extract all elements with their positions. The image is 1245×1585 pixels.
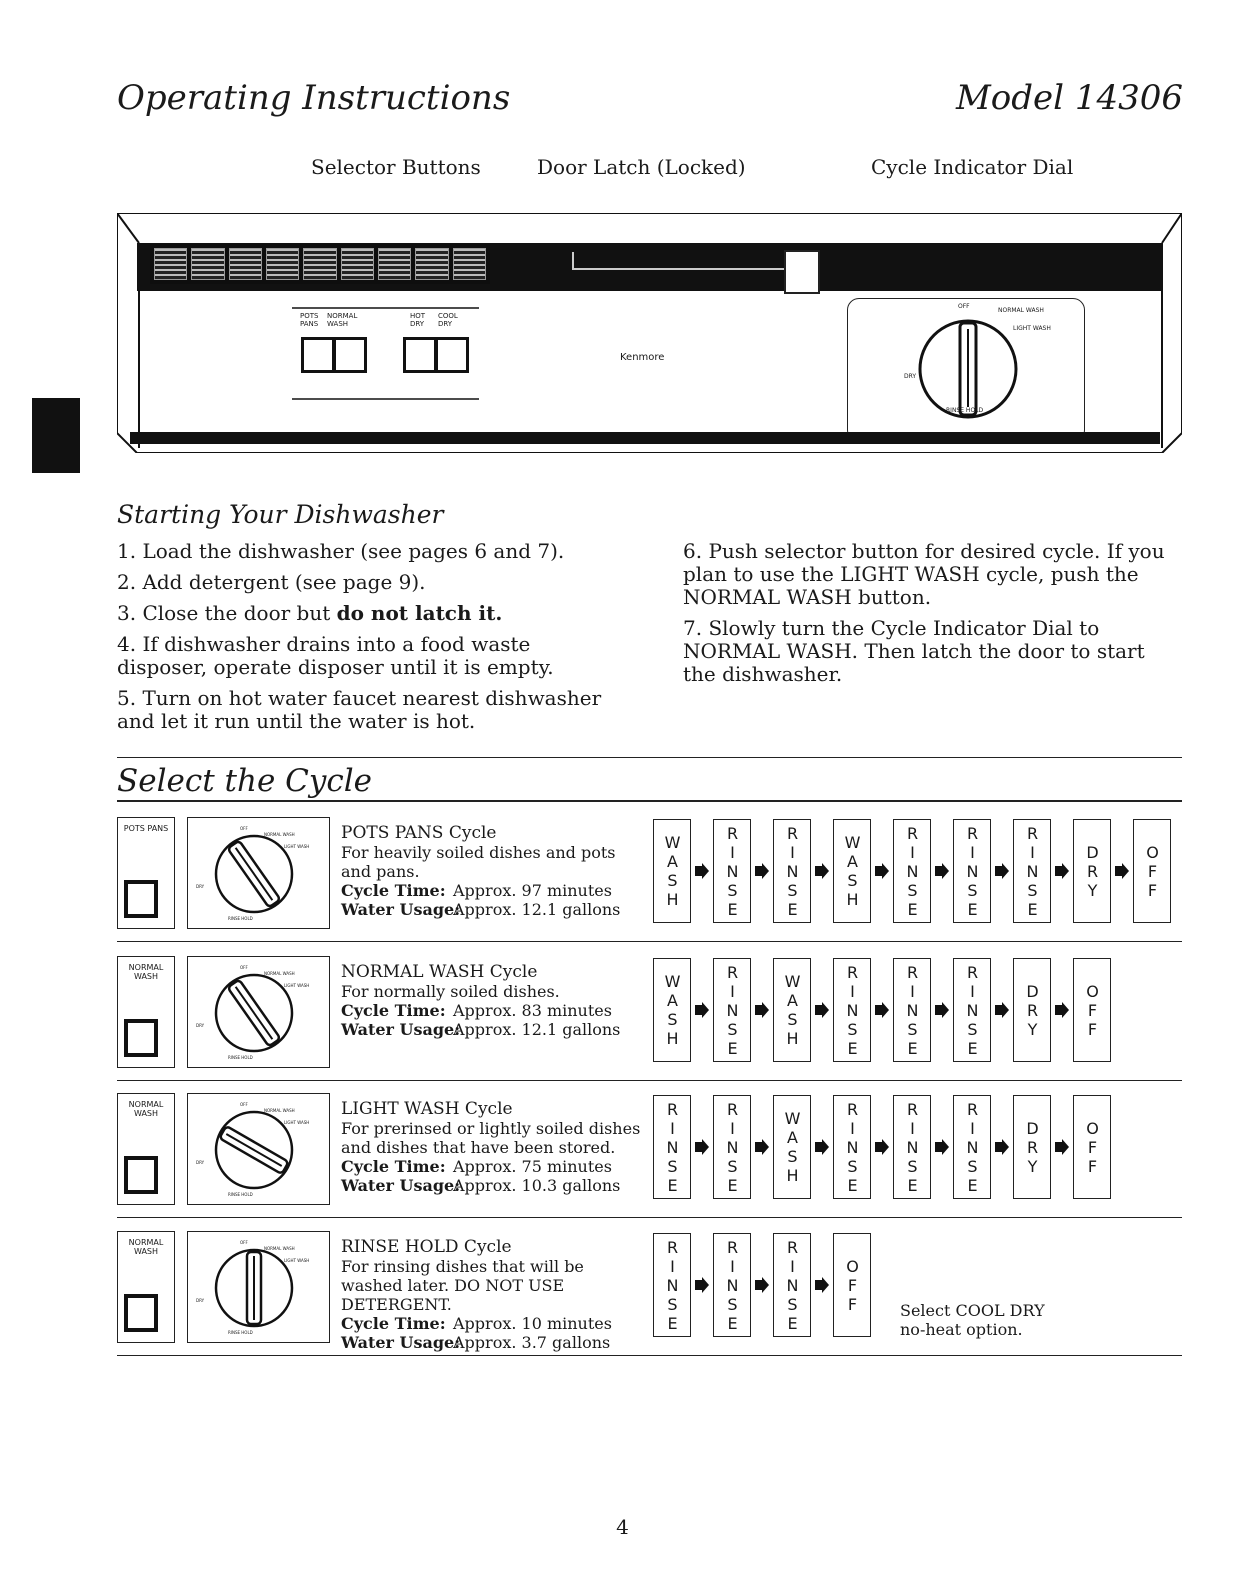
dial-label-dry: DRY	[904, 373, 917, 380]
cycle-description: For heavily soiled dishes and pots and pans.	[341, 843, 616, 881]
dial-mini-label-normal: NORMAL WASH	[264, 832, 295, 837]
arrow-right-icon	[811, 999, 833, 1021]
arrow-right-icon	[1051, 860, 1073, 882]
step-item: 1. Load the dishwasher (see pages 6 and 7).	[117, 539, 565, 563]
step-item: 5. Turn on hot water faucet nearest dishwasher and let it run until the water is hot.	[117, 686, 602, 733]
divider	[117, 941, 1182, 942]
dial-knob-icon	[848, 299, 1084, 441]
panel-button-label: HOT DRY	[410, 312, 426, 328]
water-usage: Water Usage: Approx. 3.7 gallons	[341, 1333, 611, 1352]
arrow-right-icon	[811, 1136, 833, 1158]
arrow-right-icon	[751, 1274, 773, 1296]
cycle-step-box	[773, 1233, 811, 1337]
cycle-step-box	[833, 819, 871, 923]
page-number: 4	[616, 1515, 629, 1539]
dial-mini-label-off: OFF	[240, 1102, 248, 1107]
cycle-time: Cycle Time: Approx. 97 minutes	[341, 881, 612, 900]
cycle-step-sequence	[653, 1233, 871, 1337]
cycle-note	[900, 1301, 1045, 1339]
cycle-step-sequence	[653, 819, 1171, 923]
cycle-description-block	[341, 1237, 641, 1352]
selector-button-icon	[117, 817, 175, 929]
cool-dry-panel-button	[435, 337, 469, 373]
arrow-right-icon	[1111, 860, 1133, 882]
divider	[117, 757, 1182, 758]
arrow-right-icon	[1051, 999, 1073, 1021]
cycle-description: For normally soiled dishes.	[341, 982, 560, 1001]
cycle-step-label: RINSE	[1023, 823, 1042, 919]
arrow-right-icon	[1051, 1136, 1073, 1158]
hot-dry-panel-button	[403, 337, 437, 373]
page-title: Operating Instructions	[117, 78, 511, 118]
step-item: 3. Close the door but do not latch it.	[117, 601, 503, 625]
cycle-step-label: WASH	[783, 1109, 802, 1185]
cycle-step-label: RINSE	[903, 962, 922, 1058]
selector-button-icon	[117, 1093, 175, 1205]
divider	[117, 1080, 1182, 1081]
cycle-step-label: RINSE	[843, 1099, 862, 1195]
selector-button-label: POTS PANS	[123, 824, 169, 833]
square-button-icon	[124, 1294, 158, 1332]
dial-mini-label-normal: NORMAL WASH	[264, 971, 295, 976]
dial-mini-label-dry: DRY	[196, 1160, 205, 1165]
dial-position-icon	[187, 1231, 330, 1343]
cycle-name: NORMAL WASH Cycle	[341, 962, 538, 982]
dial-label-light-wash: LIGHT WASH	[1013, 325, 1051, 332]
selector-button-icon	[117, 956, 175, 1068]
cycle-note-line: no-heat option.	[900, 1320, 1023, 1339]
water-usage: Water Usage: Approx. 10.3 gallons	[341, 1176, 621, 1195]
cycle-step-label: RINSE	[723, 823, 742, 919]
cycle-step-label: RINSE	[723, 1237, 742, 1333]
step-item: 4. If dishwasher drains into a food waste disposer, operate disposer until it is empty.	[117, 632, 554, 679]
cycle-step-box	[833, 958, 871, 1062]
square-button-icon	[124, 1156, 158, 1194]
arrow-right-icon	[931, 860, 953, 882]
arrow-right-icon	[991, 999, 1013, 1021]
selector-button-icon	[117, 1231, 175, 1343]
cycle-step-box	[953, 1095, 991, 1199]
step-item: 2. Add detergent (see page 9).	[117, 570, 426, 594]
cycle-step-box	[1073, 958, 1111, 1062]
dial-mini-label-off: OFF	[240, 965, 248, 970]
arrow-right-icon	[751, 1136, 773, 1158]
dial-mini-label-dry: DRY	[196, 1298, 205, 1303]
cycle-description: For prerinsed or lightly soiled dishes and dishes that have been stored.	[341, 1119, 641, 1157]
cycle-time: Cycle Time: Approx. 83 minutes	[341, 1001, 612, 1020]
cycle-step-label: OFF	[1083, 1118, 1102, 1176]
divider	[117, 1355, 1182, 1356]
cycle-name: LIGHT WASH Cycle	[341, 1099, 513, 1119]
cycle-name: RINSE HOLD Cycle	[341, 1237, 512, 1257]
pots-pans-panel-button	[301, 337, 335, 373]
arrow-right-icon	[751, 860, 773, 882]
step-item: 7. Slowly turn the Cycle Indicator Dial to NORMAL WASH. Then latch the door to start the dishwasher.	[683, 616, 1145, 686]
steps-left-column	[117, 540, 617, 741]
door-latch-slot	[572, 252, 784, 270]
arrow-right-icon	[871, 999, 893, 1021]
cycle-step-label: DRY	[1023, 981, 1042, 1039]
divider	[117, 1217, 1182, 1218]
cycle-step-label: WASH	[843, 833, 862, 909]
cycle-step-box	[653, 958, 691, 1062]
cycle-step-label: WASH	[663, 833, 682, 909]
dial-mini-label-rinse: RINSE HOLD	[228, 1330, 253, 1335]
section-heading-select-cycle: Select the Cycle	[117, 763, 372, 799]
cycle-step-box	[833, 1233, 871, 1337]
cycle-step-sequence	[653, 958, 1111, 1062]
arrow-right-icon	[931, 999, 953, 1021]
arrow-right-icon	[871, 860, 893, 882]
cycle-step-label: OFF	[1083, 981, 1102, 1039]
panel-button-label: COOL DRY	[438, 312, 458, 328]
arrow-right-icon	[811, 1274, 833, 1296]
panel-bottom-strip	[130, 432, 1160, 444]
label-cycle-dial: Cycle Indicator Dial	[871, 155, 1074, 179]
dial-mini-label-light: LIGHT WASH	[284, 983, 310, 988]
cycle-step-box	[713, 1233, 751, 1337]
dial-mini-label-normal: NORMAL WASH	[264, 1108, 295, 1113]
cycle-step-label: RINSE	[663, 1237, 682, 1333]
arrow-right-icon	[931, 1136, 953, 1158]
cycle-step-box	[713, 1095, 751, 1199]
panel-button-label: POTS PANS	[300, 312, 319, 328]
water-usage: Water Usage: Approx. 12.1 gallons	[341, 1020, 621, 1039]
cycle-description: For rinsing dishes that will be washed later. DO NOT USE DETERGENT.	[341, 1257, 584, 1314]
cycle-step-box	[653, 1233, 691, 1337]
arrow-right-icon	[991, 1136, 1013, 1158]
cycle-step-label: OFF	[1143, 842, 1162, 900]
arrow-right-icon	[811, 860, 833, 882]
dial-position-icon	[187, 1093, 330, 1205]
model-number: Model 14306	[955, 78, 1183, 118]
cycle-step-box	[713, 958, 751, 1062]
cycle-step-box	[713, 819, 751, 923]
selector-button-label: NORMAL WASH	[128, 1100, 164, 1118]
panel-button-label: NORMAL WASH	[327, 312, 358, 328]
cycle-name: POTS PANS Cycle	[341, 823, 497, 843]
dial-mini-label-rinse: RINSE HOLD	[228, 916, 253, 921]
arrow-right-icon	[991, 860, 1013, 882]
cycle-step-label: RINSE	[963, 1099, 982, 1195]
cycle-step-label: RINSE	[723, 1099, 742, 1195]
cycle-step-box	[1073, 819, 1111, 923]
divider	[117, 800, 1182, 802]
dial-mini-label-light: LIGHT WASH	[284, 1258, 310, 1263]
square-button-icon	[124, 1019, 158, 1057]
cycle-step-box	[893, 1095, 931, 1199]
dial-label-off: OFF	[958, 303, 970, 310]
cycle-step-box	[1073, 1095, 1111, 1199]
cycle-step-label: RINSE	[783, 823, 802, 919]
label-door-latch: Door Latch (Locked)	[537, 155, 746, 179]
cycle-step-label: WASH	[663, 972, 682, 1048]
steps-right-column	[683, 540, 1183, 694]
section-heading-starting: Starting Your Dishwasher	[117, 500, 444, 529]
arrow-right-icon	[691, 1136, 713, 1158]
cycle-step-label: OFF	[843, 1256, 862, 1314]
cycle-step-box	[653, 1095, 691, 1199]
dial-position-icon	[187, 956, 330, 1068]
cycle-description-block	[341, 962, 641, 1039]
arrow-right-icon	[871, 1136, 893, 1158]
cycle-step-box	[833, 1095, 871, 1199]
cycle-step-label: WASH	[783, 972, 802, 1048]
cycle-step-label: RINSE	[903, 823, 922, 919]
arrow-right-icon	[691, 860, 713, 882]
cycle-description-block	[341, 1099, 641, 1195]
cycle-step-label: RINSE	[723, 962, 742, 1058]
cycle-note-line: Select COOL DRY	[900, 1301, 1045, 1320]
cycle-step-label: DRY	[1023, 1118, 1042, 1176]
dial-mini-label-normal: NORMAL WASH	[264, 1246, 295, 1251]
dial-mini-label-rinse: RINSE HOLD	[228, 1055, 253, 1060]
page-tab-marker	[32, 398, 80, 473]
door-latch-handle	[784, 250, 820, 294]
cycle-step-label: RINSE	[783, 1237, 802, 1333]
dial-mini-label-light: LIGHT WASH	[284, 844, 310, 849]
selector-buttons-strip	[150, 244, 490, 284]
cycle-step-box	[1013, 1095, 1051, 1199]
cycle-time: Cycle Time: Approx. 75 minutes	[341, 1157, 612, 1176]
dial-mini-label-off: OFF	[240, 826, 248, 831]
cycle-step-box	[1013, 958, 1051, 1062]
dial-mini-label-dry: DRY	[196, 1023, 205, 1028]
selector-button-label: NORMAL WASH	[128, 1238, 164, 1256]
dial-mini-label-off: OFF	[240, 1240, 248, 1245]
step-item: 6. Push selector button for desired cycle. If you plan to use the LIGHT WASH cycle, push the NORMAL WASH button.	[683, 539, 1165, 609]
dial-mini-label-dry: DRY	[196, 884, 205, 889]
brand-logo: Kenmore	[620, 352, 665, 363]
cycle-step-sequence	[653, 1095, 1111, 1199]
arrow-right-icon	[691, 1274, 713, 1296]
cycle-step-label: RINSE	[903, 1099, 922, 1195]
dial-mini-label-rinse: RINSE HOLD	[228, 1192, 253, 1197]
cycle-step-box	[1013, 819, 1051, 923]
cycle-step-box	[953, 819, 991, 923]
normal-wash-panel-button	[333, 337, 367, 373]
cycle-step-box	[893, 958, 931, 1062]
cycle-step-label: RINSE	[663, 1099, 682, 1195]
dial-label-rinse-hold: RINSE HOLD	[946, 407, 984, 414]
cycle-step-label: RINSE	[843, 962, 862, 1058]
cycle-step-box	[953, 958, 991, 1062]
cycle-step-label: DRY	[1083, 842, 1102, 900]
selector-button-label: NORMAL WASH	[128, 963, 164, 981]
cycle-step-box	[1133, 819, 1171, 923]
arrow-right-icon	[691, 999, 713, 1021]
dial-label-normal-wash: NORMAL WASH	[998, 307, 1044, 314]
cycle-step-box	[773, 958, 811, 1062]
dial-position-icon	[187, 817, 330, 929]
water-usage: Water Usage: Approx. 12.1 gallons	[341, 900, 621, 919]
cycle-step-box	[773, 819, 811, 923]
cycle-step-box	[893, 819, 931, 923]
arrow-right-icon	[751, 999, 773, 1021]
cycle-step-label: RINSE	[963, 962, 982, 1058]
cycle-time: Cycle Time: Approx. 10 minutes	[341, 1314, 612, 1333]
cycle-step-label: RINSE	[963, 823, 982, 919]
square-button-icon	[124, 880, 158, 918]
label-selector-buttons: Selector Buttons	[311, 155, 481, 179]
cycle-step-box	[653, 819, 691, 923]
cycle-dial-panel	[847, 298, 1085, 442]
dial-mini-label-light: LIGHT WASH	[284, 1120, 310, 1125]
cycle-description-block	[341, 823, 641, 919]
cycle-step-box	[773, 1095, 811, 1199]
